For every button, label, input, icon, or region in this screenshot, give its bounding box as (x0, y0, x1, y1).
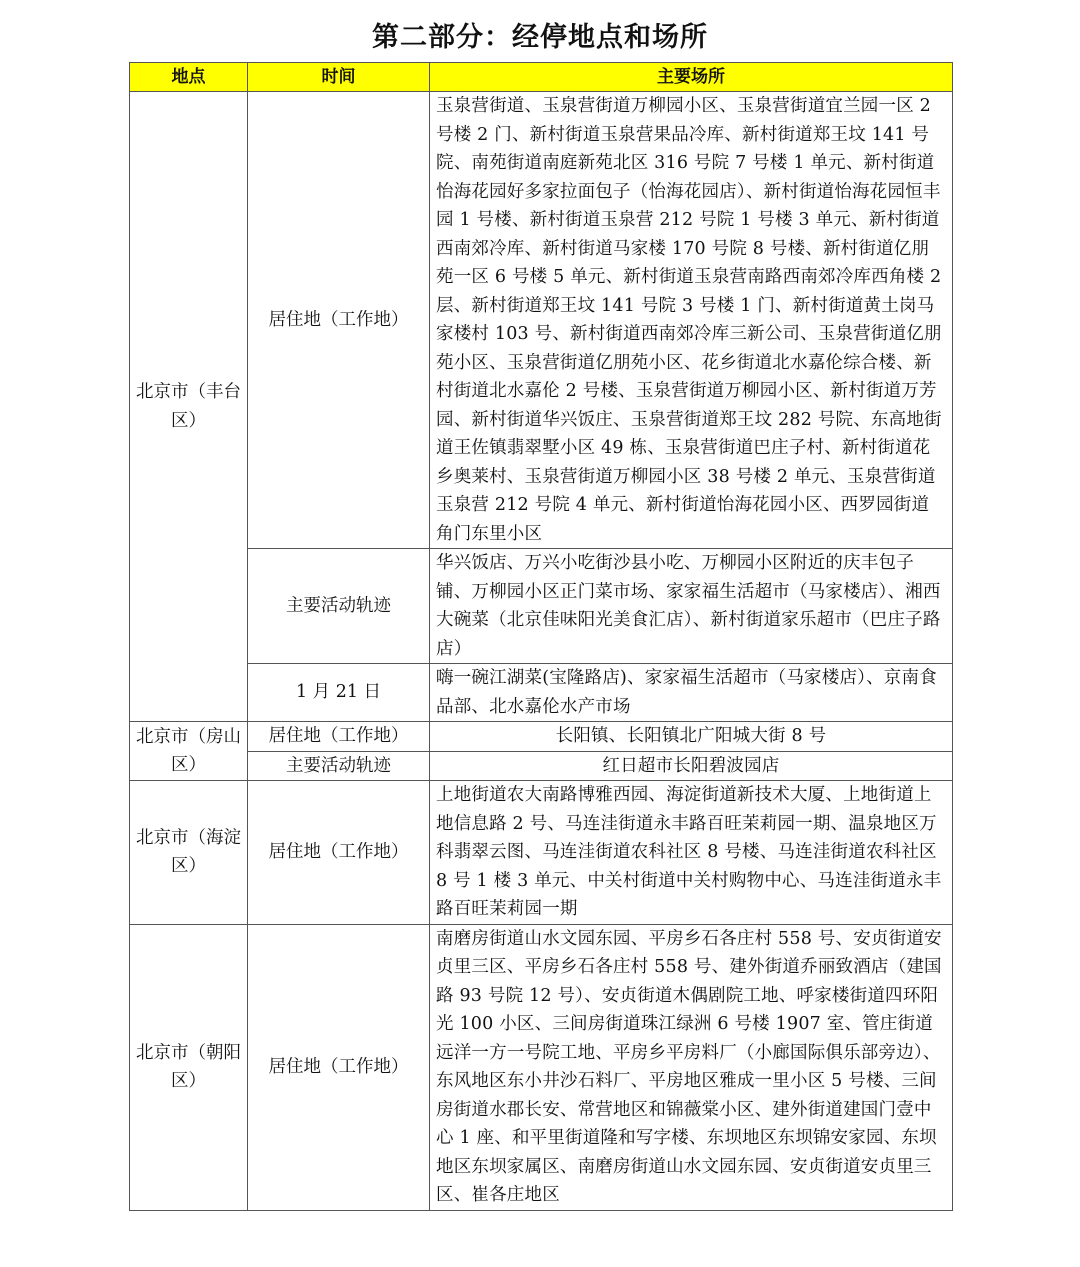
time-cell: 居住地（工作地） (248, 924, 430, 1210)
places-cell: 上地街道农大南路博雅西园、海淀街道新技术大厦、上地街道上地信息路 2 号、马连洼街道永丰路百旺茉莉园一期、温泉地区万科翡翠云图、马连洼街道农科社区 8 号楼、马连洼街道农科社区 8 号 1 楼 3 单元、中关村街道中关村购物中心、马连洼街道永丰路百旺茉莉园一期 (430, 781, 953, 925)
time-cell: 居住地（工作地） (248, 722, 430, 752)
table-row (130, 924, 953, 1210)
time-cell: 主要活动轨迹 (248, 549, 430, 664)
table-row (130, 722, 953, 752)
table-row (130, 549, 953, 664)
location-cell-chaoyang: 北京市（朝阳区） (130, 924, 248, 1210)
header-places: 主要场所 (430, 63, 953, 92)
header-time: 时间 (248, 63, 430, 92)
table-row (130, 92, 953, 549)
places-cell: 嗨一碗江湖菜(宝隆路店)、家家福生活超市（马家楼店）、京南食品部、北水嘉伦水产市场 (430, 664, 953, 722)
places-cell: 玉泉营街道、玉泉营街道万柳园小区、玉泉营街道宜兰园一区 2 号楼 2 门、新村街道玉泉营果品冷库、新村街道郑王坟 141 号院、南苑街道南庭新苑北区 316 号院 7 号楼 1 单元、新村街道怡海花园好多家拉面包子（怡海花园店）、新村街道怡海花园恒丰园 1 号楼、新村街道玉泉营 212 号院 1 号楼 3 单元、新村街道西南郊冷库、新村街道马家楼 170 号院 8 号楼、新村街道亿朋苑一区 6 号楼 5 单元、新村街道玉泉营南路西南郊冷库西角楼 2 层、新村街道郑王坟 141 号院 3 号楼 1 门、新村街道黄土岗马家楼村 103 号、新村街道西南郊冷库三新公司、玉泉营街道亿朋苑小区、玉泉营街道亿朋苑小区、花乡街道北水嘉伦综合楼、新村街道北水嘉伦 2 号楼、玉泉营街道万柳园小区、新村街道万芳园、新村街道华兴饭庄、玉泉营街道郑王坟 282 号院、东高地街道王佐镇翡翠墅小区 49 栋、玉泉营街道巴庄子村、新村街道花乡奥莱村、玉泉营街道万柳园小区 38 号楼 2 单元、玉泉营街道玉泉营 212 号院 4 单元、新村街道怡海花园小区、西罗园街道角门东里小区 (430, 92, 953, 549)
table-header-row (130, 63, 953, 92)
stops-table (129, 62, 953, 1211)
time-cell: 主要活动轨迹 (248, 751, 430, 781)
location-cell-haidian: 北京市（海淀区） (130, 781, 248, 925)
page-title: 第二部分：经停地点和场所 (372, 22, 708, 53)
places-cell: 南磨房街道山水文园东园、平房乡石各庄村 558 号、安贞街道安贞里三区、平房乡石各庄村 558 号、建外街道乔丽致酒店（建国路 93 号院 12 号）、安贞街道木偶剧院工地、呼家楼街道四环阳光 100 小区、三间房街道珠江绿洲 6 号楼 1907 室、管庄街道远洋一方一号院工地、平房乡平房料厂（小廊国际俱乐部旁边）、 东风地区东小井沙石料厂、平房地区雅成一里小区 5 号楼、三间房街道水郡长安、常营地区和锦薇棠小区、建外街道建国门壹中心 1 座、和平里街道隆和写字楼、东坝地区东坝锦安家园、东坝地区东坝家属区、南磨房街道山水文园东园、安贞街道安贞里三区、崔各庄地区 (430, 924, 953, 1210)
table-row (130, 781, 953, 925)
time-cell: 居住地（工作地） (248, 781, 430, 925)
places-cell: 红日超市长阳碧波园店 (430, 751, 953, 781)
table-row (130, 751, 953, 781)
time-cell: 1 月 21 日 (248, 664, 430, 722)
table-row (130, 664, 953, 722)
time-cell: 居住地（工作地） (248, 92, 430, 549)
places-cell: 华兴饭店、万兴小吃街沙县小吃、万柳园小区附近的庆丰包子铺、万柳园小区正门菜市场、家家福生活超市（马家楼店）、湘西大碗菜（北京佳味阳光美食汇店）、新村街道家乐超市（巴庄子路店） (430, 549, 953, 664)
location-cell-fangshan: 北京市（房山区） (130, 722, 248, 781)
location-cell-fengtai: 北京市（丰台区） (130, 92, 248, 722)
places-cell: 长阳镇、长阳镇北广阳城大街 8 号 (430, 722, 953, 752)
header-location: 地点 (130, 63, 248, 92)
